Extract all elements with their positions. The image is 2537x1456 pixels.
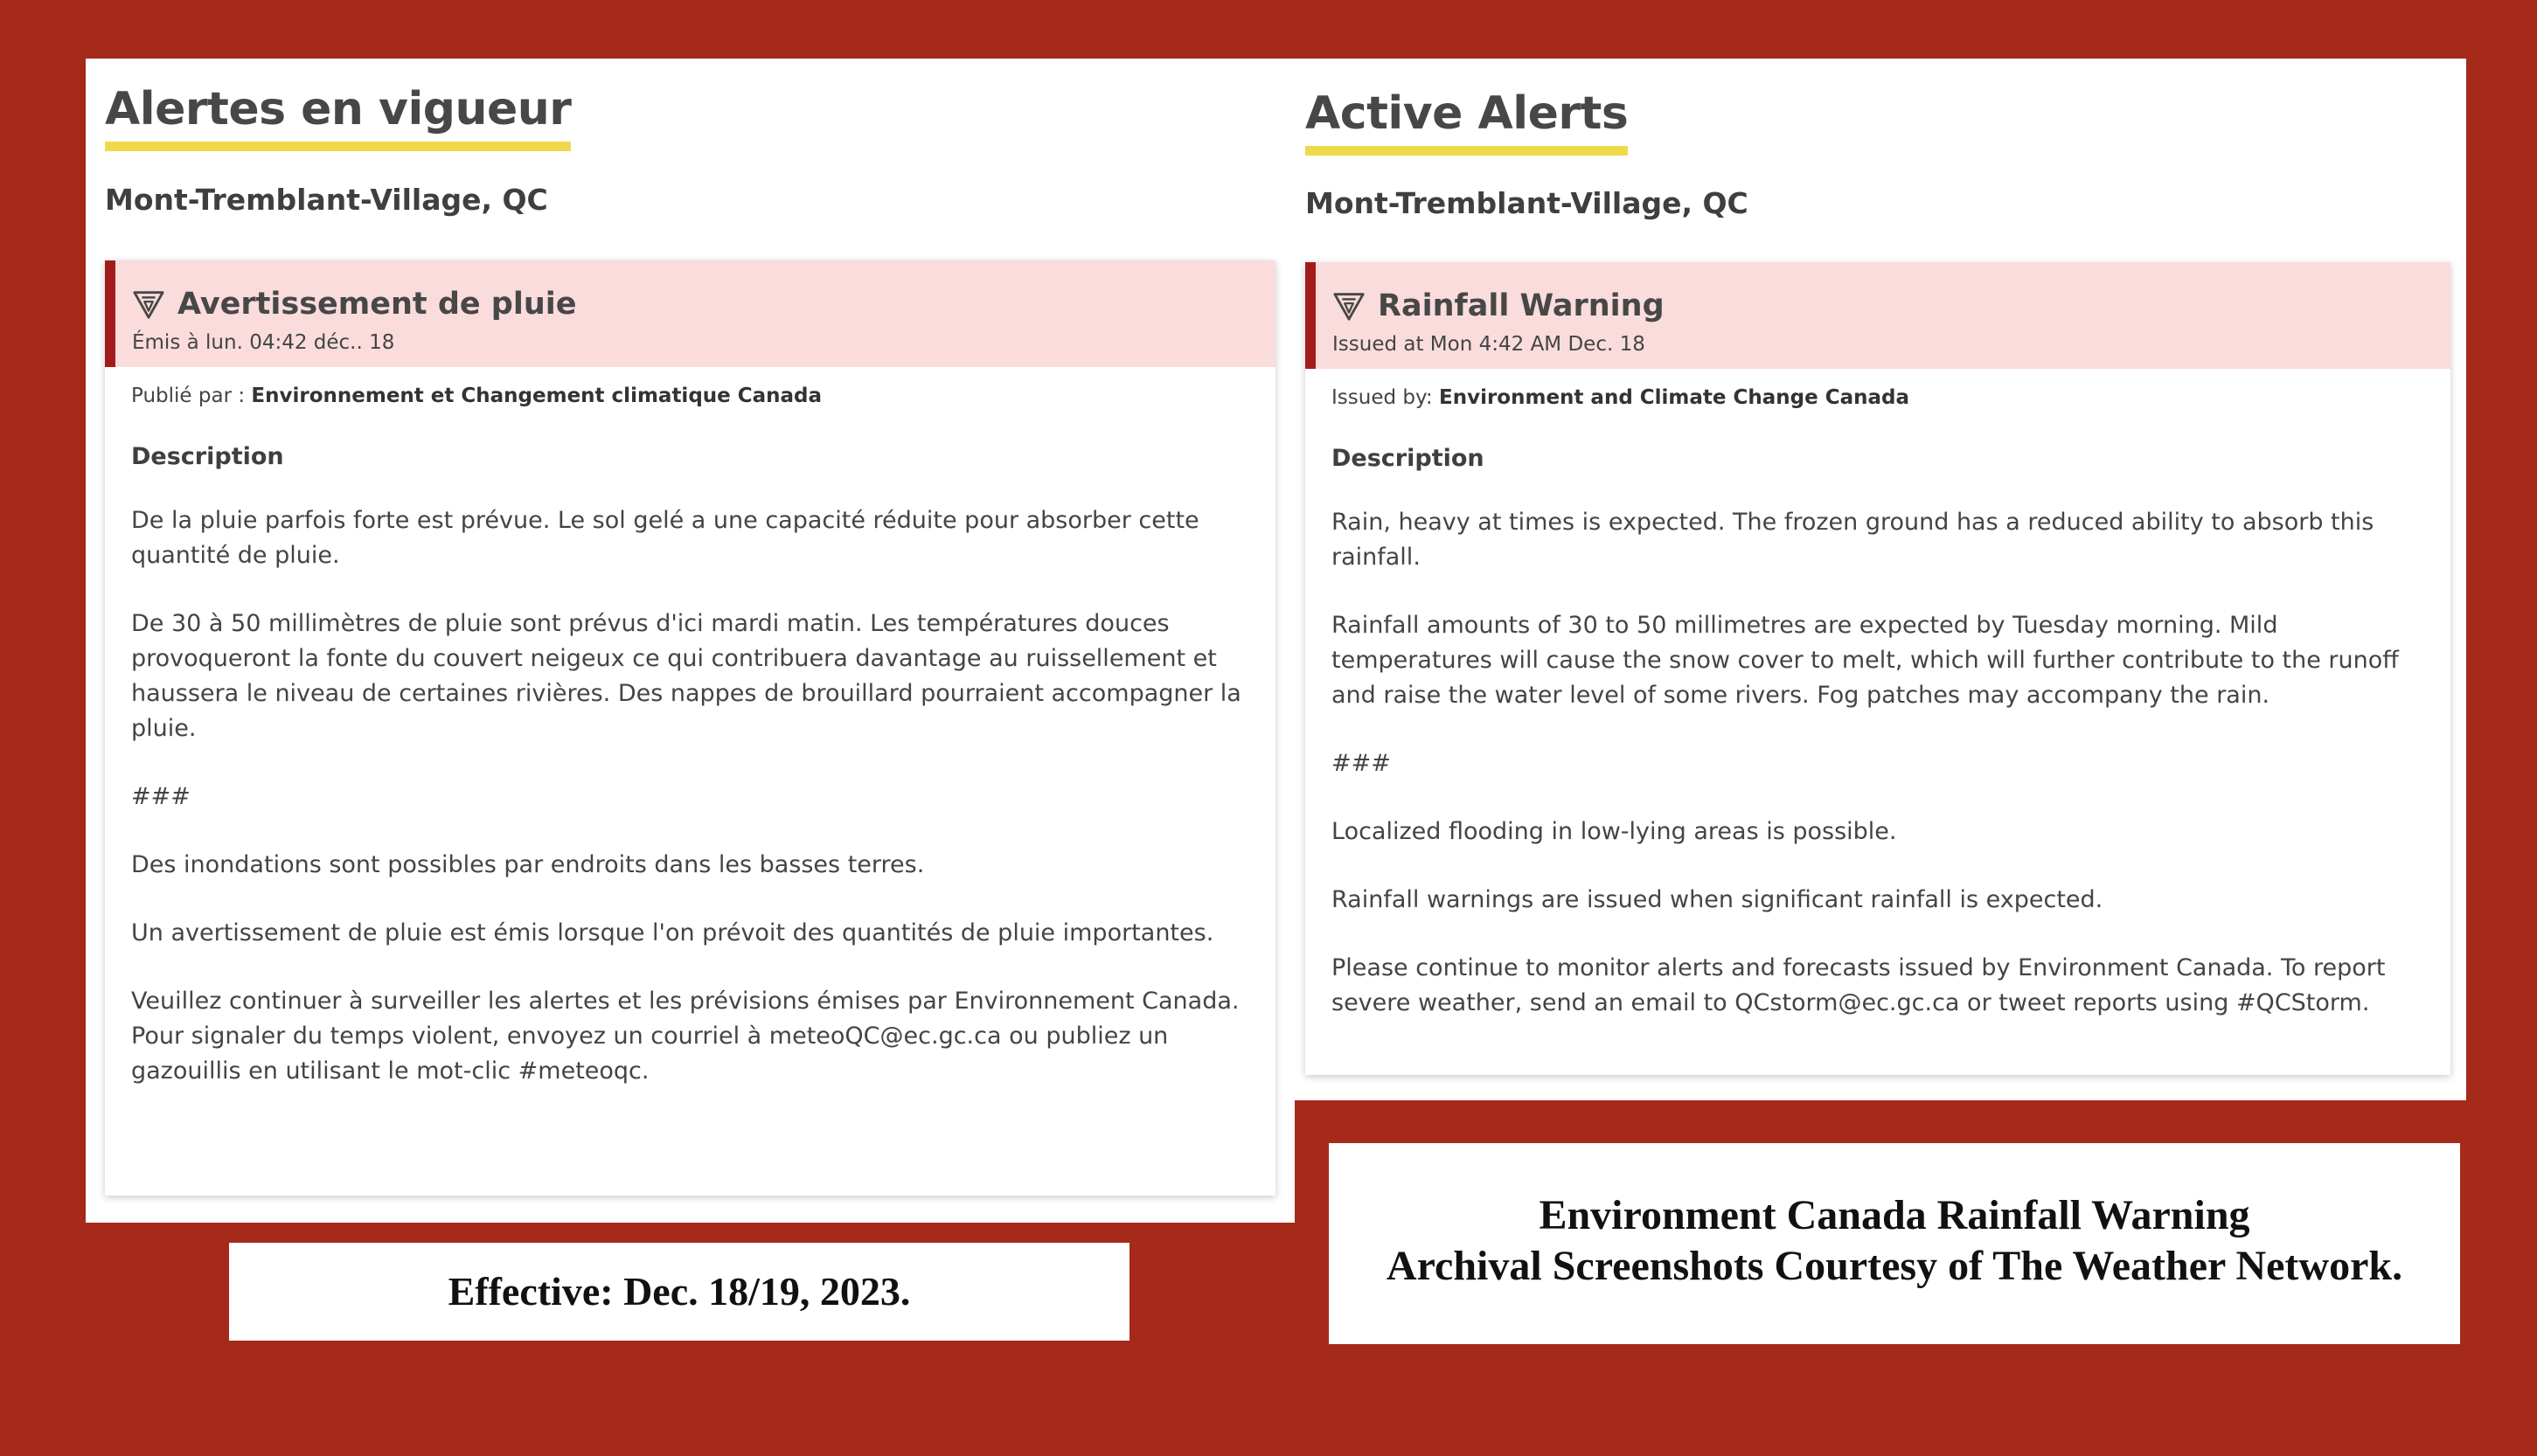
warning-triangle-icon — [132, 288, 165, 321]
location-label-en: Mont-Tremblant-Village, QC — [1305, 186, 1748, 220]
description-label-fr: Description — [131, 443, 284, 470]
location-label-fr: Mont-Tremblant-Village, QC — [105, 183, 548, 217]
alert-issued-time-en: Issued at Mon 4:42 AM Dec. 18 — [1332, 333, 1645, 356]
page-title-fr: Alertes en vigueur — [105, 83, 571, 144]
alert-card-header-fr[interactable] — [105, 260, 1275, 367]
warning-triangle-icon — [1332, 289, 1366, 322]
publisher-label-fr: Publié par : — [131, 385, 246, 407]
publisher-name-en: Environment and Climate Change Canada — [1439, 386, 1910, 409]
credit-caption-line1: Environment Canada Rainfall Warning — [1539, 1192, 2250, 1238]
description-paragraph-fr: Des inondations sont possibles par endroits dans les basses terres. — [131, 851, 925, 878]
description-paragraph-fr: Veuillez continuer à surveiller les alertes et les prévisions émises par Environnement Canada. Pour signaler du temps violent, envoyez un courriel à meteoQC@ec.gc.ca ou publiez un gazouillis en utilisant le mot-clic #meteoqc. — [131, 988, 1240, 1085]
alert-title-fr: Avertissement de pluie — [177, 287, 577, 322]
description-paragraph-fr: De la pluie parfois forte est prévue. Le sol gelé a une capacité réduite pour absorber cette quantité de pluie. — [131, 507, 1199, 569]
alert-card-header-en[interactable] — [1305, 262, 2450, 369]
description-label-en: Description — [1331, 445, 1484, 472]
alert-title-en: Rainfall Warning — [1378, 288, 1665, 323]
credit-caption — [1329, 1143, 2460, 1344]
effective-date-caption: Effective: Dec. 18/19, 2023. — [229, 1243, 1129, 1341]
alert-publisher-fr — [131, 385, 1249, 407]
description-separator-en: ### — [1331, 750, 1391, 777]
french-alerts-panel — [86, 59, 1295, 1223]
description-paragraph-en: Rain, heavy at times is expected. The frozen ground has a reduced ability to absorb this rainfall. — [1331, 509, 2374, 571]
alert-card-en[interactable] — [1305, 262, 2450, 1075]
alert-card-fr[interactable] — [105, 260, 1275, 1196]
page-title-en: Active Alerts — [1305, 87, 1628, 149]
publisher-name-fr: Environnement et Changement climatique Canada — [251, 385, 823, 407]
english-alerts-panel — [1295, 59, 2466, 1100]
description-paragraph-fr: De 30 à 50 millimètres de pluie sont prévus d'ici mardi matin. Les températures douces provoqueront la fonte du couvert neigeux ce qui contribuera davantage au ruissellement et haussera le niveau de certaines rivières. Des nappes de brouillard pourraient accompagner la pluie. — [131, 610, 1241, 742]
description-paragraph-fr: Un avertissement de pluie est émis lorsque l'on prévoit des quantités de pluie importantes. — [131, 919, 1214, 946]
description-paragraph-en: Rainfall amounts of 30 to 50 millimetres are expected by Tuesday morning. Mild temperatures will cause the snow cover to melt, which will further contribute to the runoff and raise the water level of some rivers. Fog patches may accompany the rain. — [1331, 612, 2399, 709]
credit-caption-line2: Archival Screenshots Courtesy of The Weather Network. — [1386, 1243, 2403, 1289]
description-separator-fr: ### — [131, 783, 191, 810]
alert-issued-time-fr: Émis à lun. 04:42 déc.. 18 — [132, 331, 395, 354]
description-paragraph-en: Rainfall warnings are issued when significant rainfall is expected. — [1331, 886, 2103, 913]
description-paragraph-en: Localized flooding in low-lying areas is possible. — [1331, 818, 1897, 845]
publisher-label-en: Issued by: — [1331, 386, 1433, 409]
alert-publisher-en — [1331, 386, 2424, 409]
description-paragraph-en: Please continue to monitor alerts and forecasts issued by Environment Canada. To report severe weather, send an email to QCstorm@ec.gc.ca or tweet reports using #QCStorm. — [1331, 954, 2386, 1016]
